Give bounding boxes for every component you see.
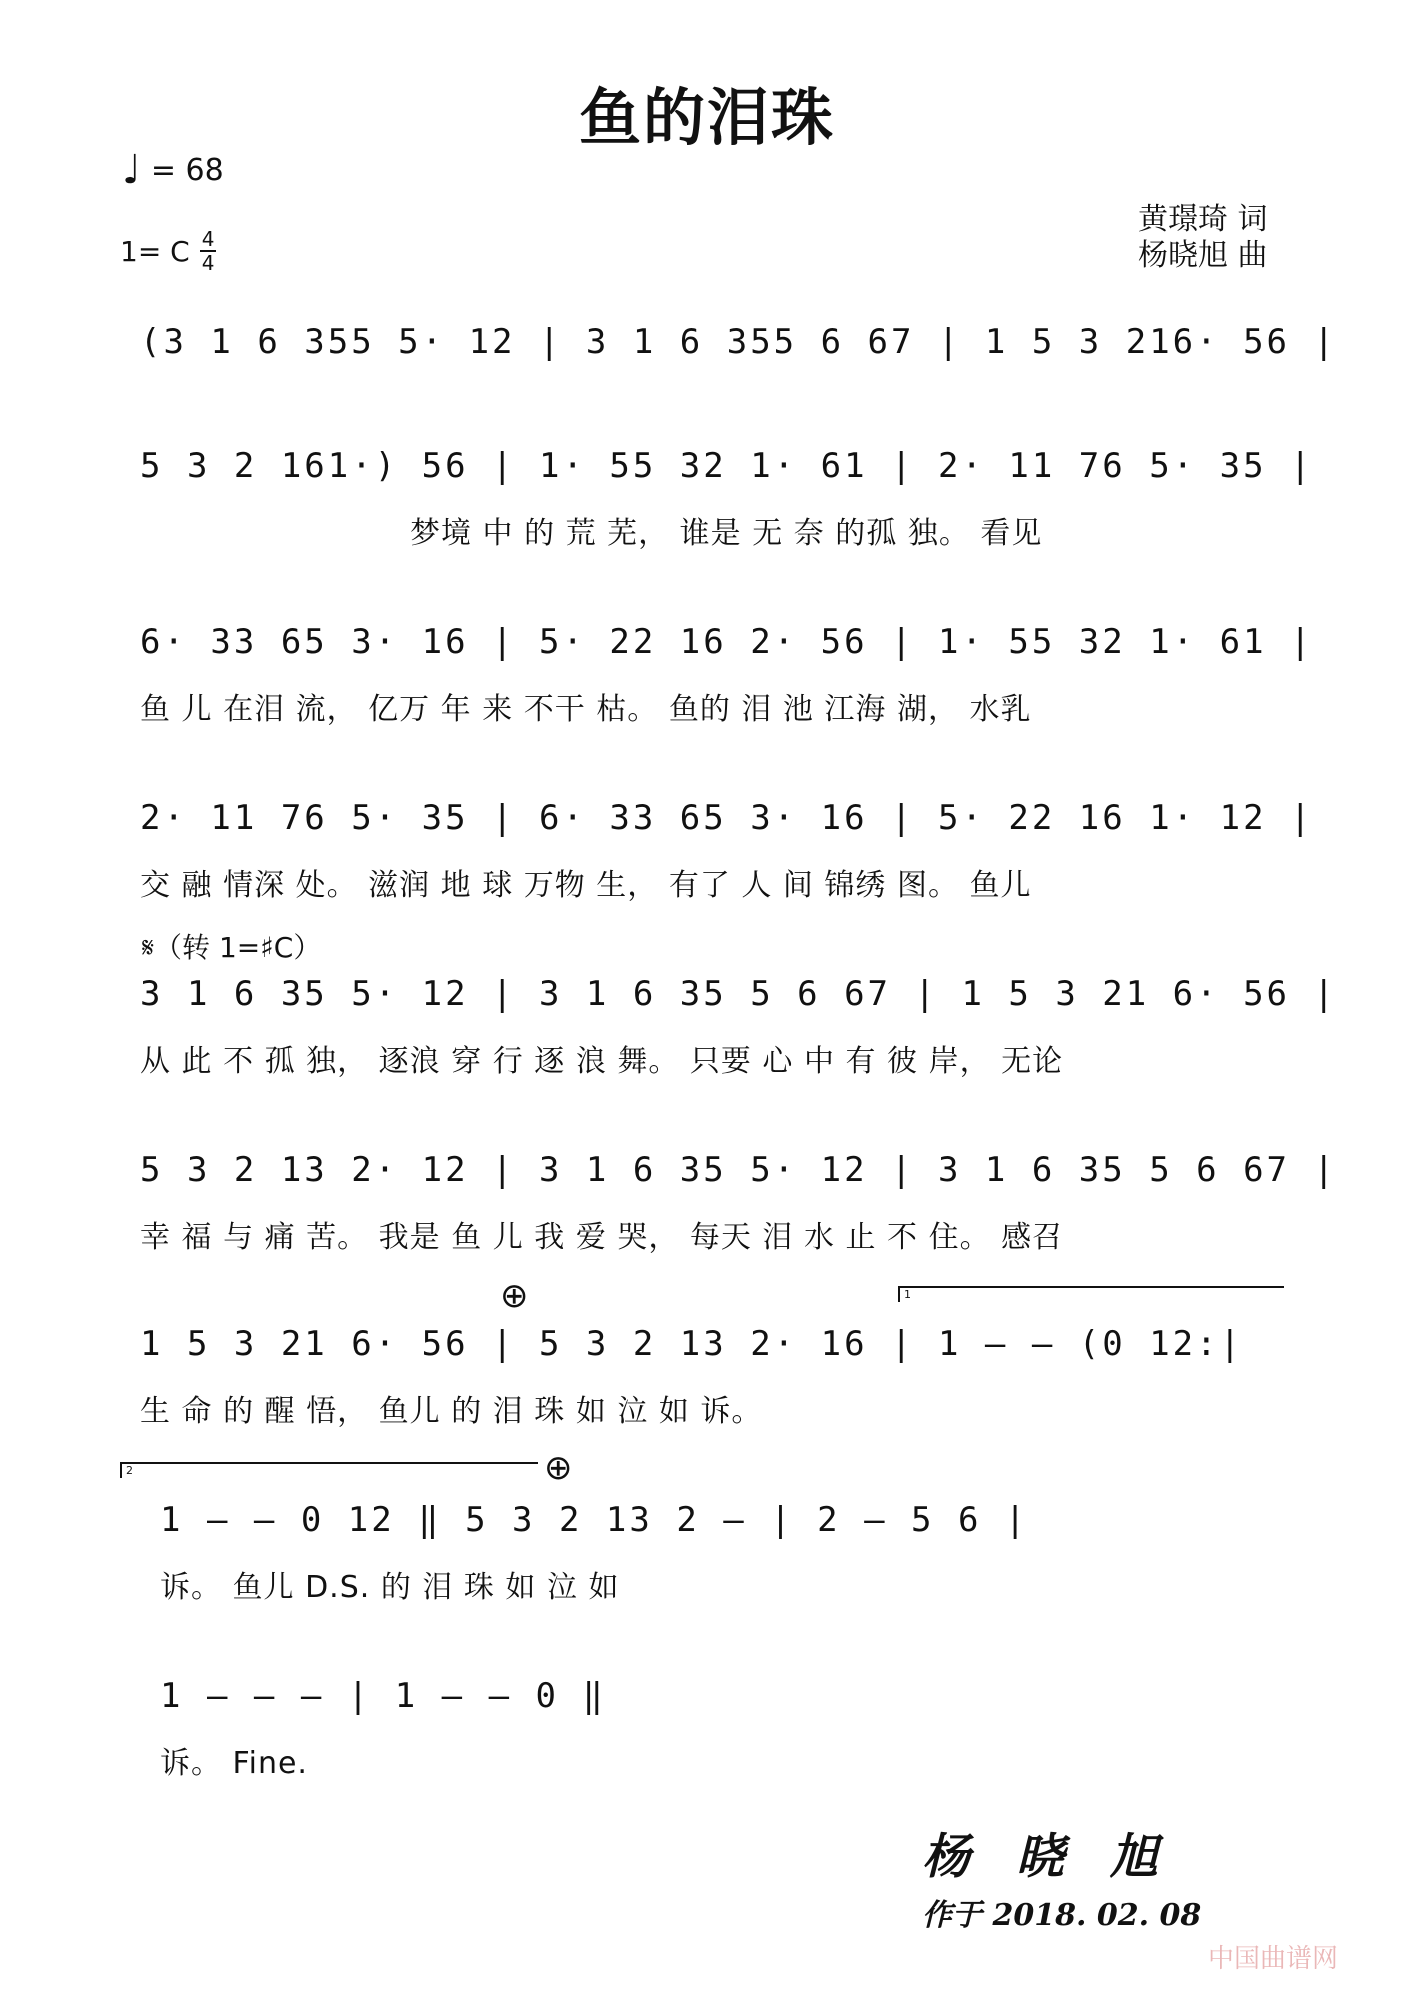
- score-row-5: 3 1 6 35 5· 12 | 3 1 6 35 5 6 67 | 1 5 3 21 6· 56 |: [140, 974, 1337, 1014]
- volta-bracket-2: [120, 1462, 538, 1478]
- tempo-value: = 68: [150, 152, 224, 188]
- time-signature-top: 4: [201, 227, 215, 251]
- key-label: 1= C: [120, 234, 190, 268]
- lyrics-row-5: 从 此 不 孤 独， 逐浪 穿 行 逐 浪 舞。 只要 心 中 有 彼 岸， 无论: [140, 1044, 1064, 1079]
- coda-icon: ⊕: [544, 1448, 573, 1488]
- key-signature: [120, 228, 216, 274]
- score-row-1: (3 1 6 355 5· 12 | 3 1 6 355 6 67 | 1 5 3 216· 56 |: [140, 322, 1337, 362]
- score-row-8: 1 – – 0 12 ‖ 5 3 2 13 2 – | 2 – 5 6 |: [160, 1500, 1029, 1540]
- volta-number-1: 1: [904, 1288, 911, 1301]
- coda-icon: ⊕: [500, 1276, 529, 1316]
- volta-number-2: 2: [126, 1464, 133, 1477]
- lyricist-credit: 黄璟琦 词: [1138, 202, 1268, 237]
- score-row-7: 1 5 3 21 6· 56 | 5 3 2 13 2· 16 | 1 – – (0 12:|: [140, 1324, 1244, 1364]
- lyrics-row-2: 梦境 中 的 荒 芜， 谁是 无 奈 的孤 独。 看见: [410, 516, 1043, 551]
- quarter-note-icon: ♩: [122, 147, 141, 193]
- volta-bracket-1: [898, 1286, 1284, 1302]
- score-row-9: 1 – – – | 1 – – 0 ‖: [160, 1676, 606, 1716]
- score-row-2: 5 3 2 161·) 56 | 1· 55 32 1· 61 | 2· 11 76 5· 35 |: [140, 446, 1314, 486]
- lyrics-row-4: 交 融 情深 处。 滋润 地 球 万物 生， 有了 人 间 锦绣 图。 鱼儿: [140, 868, 1032, 903]
- composition-date: 作于 2018. 02. 08: [922, 1898, 1202, 1933]
- tempo-marking: [122, 147, 224, 193]
- lyrics-row-6: 幸 福 与 痛 苦。 我是 鱼 儿 我 爱 哭， 每天 泪 水 止 不 住。 感召: [140, 1220, 1064, 1255]
- time-signature-bottom: 4: [201, 251, 215, 275]
- composer-signature: 杨晓旭: [922, 1829, 1205, 1885]
- lyrics-row-7: 生 命 的 醒 悟， 鱼儿 的 泪 珠 如 泣 如 诉。: [140, 1394, 763, 1429]
- lyrics-row-3: 鱼 儿 在泪 流， 亿万 年 来 不干 枯。 鱼的 泪 池 江海 湖， 水乳: [140, 692, 1032, 727]
- score-row-3: 6· 33 65 3· 16 | 5· 22 16 2· 56 | 1· 55 32 1· 61 |: [140, 622, 1314, 662]
- score-row-6: 5 3 2 13 2· 12 | 3 1 6 35 5· 12 | 3 1 6 35 5 6 67 |: [140, 1150, 1337, 1190]
- segno-key-change: 𝄋（转 1=♯C）: [142, 931, 322, 964]
- lyrics-row-8: 诉。 鱼儿 D.S. 的 泪 珠 如 泣 如: [160, 1570, 620, 1605]
- time-signature: [200, 228, 217, 274]
- page-title: 鱼的泪珠: [578, 81, 835, 154]
- site-watermark: 中国曲谱网: [1208, 1944, 1339, 1974]
- composer-credit: 杨晓旭 曲: [1138, 238, 1268, 273]
- score-row-4: 2· 11 76 5· 35 | 6· 33 65 3· 16 | 5· 22 16 1· 12 |: [140, 798, 1314, 838]
- lyrics-row-9: 诉。 Fine.: [160, 1746, 308, 1781]
